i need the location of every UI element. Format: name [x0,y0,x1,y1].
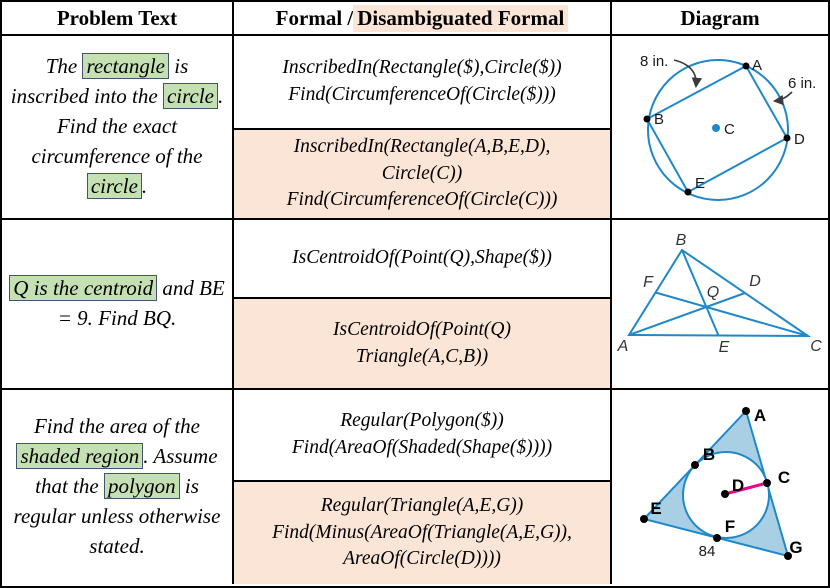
header-formal-prefix: Formal / [275,5,354,30]
formal-line: InscribedIn(Rectangle(A,B,E,D), [293,135,551,157]
point-c-dot [763,479,771,487]
formal-line: Regular(Triangle(A,E,G)) [320,494,524,516]
point-e-label: E [695,175,706,192]
header-problem-text [2,2,234,36]
point-d-label: D [749,273,761,290]
circle-inscribed-rectangle-diagram [612,36,828,218]
point-e-label: E [718,339,730,356]
formal-line: IsCentroidOf(Point(Q),Shape($)) [292,247,552,269]
formal-line: InscribedIn(Rectangle($),Circle($)) [282,57,562,79]
measure-label-ab: 8 in. [640,53,669,70]
header-diagram [612,2,828,36]
row2-diagram-cell [612,220,828,390]
entity-highlight: circle [87,173,142,199]
point-c-label: C [810,338,822,355]
formal-line: Find(AreaOf(Shaded(Shape($)))) [291,437,553,458]
entity-highlight: circle [163,83,218,109]
formal-line: Find(Minus(AreaOf(Triangle(A,E,G)), [272,521,572,543]
formal-line: Circle(C)) [381,162,463,184]
formal-line: AreaOf(Circle(D)))) [343,548,501,570]
disambiguated-formal-expression [234,297,610,388]
point-d-label: D [794,131,805,148]
point-d-label: D [731,476,745,495]
point-c-label: C [777,468,791,487]
formal-expression [234,36,610,128]
formal-expression [234,390,610,480]
text-segment: . Find the exact circumference of the [31,84,224,168]
triangle-centroid-diagram [612,220,828,388]
point-e-dot [640,515,648,523]
point-c-label: C [724,121,735,138]
point-d-dot [784,135,791,142]
text-segment: Find the area of the [33,414,201,439]
entity-highlight: shaded region [16,443,143,469]
point-b-label: B [675,232,687,249]
point-b-label: B [702,445,716,464]
centroid-q-label: Q [706,284,720,301]
row1-formal-cell [234,36,612,220]
point-a-label: A [752,57,763,74]
point-a-dot [743,63,750,70]
formal-expression [234,220,610,297]
point-g-label: G [789,538,803,557]
formal-line: Find(CircumferenceOf(Circle(C))) [286,189,558,211]
header-disambiguated-highlight: Disambiguated Formal [353,5,568,32]
row3-problem-cell [2,390,234,584]
text-segment: is regular unless otherwise stated. [13,474,221,558]
point-e-dot [685,189,692,196]
row2-problem-cell [2,220,234,390]
measure-84-label: 84 [698,543,716,560]
center-c-dot [712,124,720,132]
text-segment: is inscribed into the [10,54,189,109]
row1-problem-cell [2,36,234,220]
point-f-dot [713,534,721,542]
text-segment: . [141,173,148,198]
point-b-dot [691,461,699,469]
entity-highlight: rectangle [82,53,169,79]
point-a-label: A [753,406,767,425]
problem-text [2,52,232,201]
formal-line: Find(CircumferenceOf(Circle($))) [288,84,556,105]
text-segment: . Assume that the [35,444,218,499]
row1-diagram-cell [612,36,828,220]
point-d-dot [721,490,729,498]
formal-line: Triangle(A,C,B)) [355,345,489,367]
text-segment: and BE = 9. Find BQ. [57,276,225,330]
text-segment: The [45,54,83,79]
point-b-dot [644,116,651,123]
point-a-label: A [617,338,629,355]
row3-formal-cell [234,390,612,584]
point-b-label: B [654,111,665,128]
problem-text [2,274,232,334]
median-cf [656,293,809,337]
formal-line: Regular(Polygon($)) [340,410,504,432]
header-diagram-label: Diagram [680,5,760,30]
disambiguated-formal-expression [234,480,610,584]
header-formal [234,2,612,36]
problem-text [2,412,232,561]
entity-highlight: polygon [104,473,180,499]
formal-line: IsCentroidOf(Point(Q) [332,318,511,340]
shaded-triangle-incircle-diagram [612,391,828,583]
point-f-label: F [643,274,653,291]
row3-diagram-cell [612,390,828,584]
entity-highlight: Q is the centroid [9,275,157,301]
point-f-label: F [724,517,736,536]
header-problem-text-label: Problem Text [56,5,178,30]
disambiguated-formal-expression [234,128,610,218]
row2-formal-cell [234,220,612,390]
point-a-dot [742,407,750,415]
point-e-label: E [650,499,662,518]
measure-label-ad: 6 in. [788,75,817,92]
